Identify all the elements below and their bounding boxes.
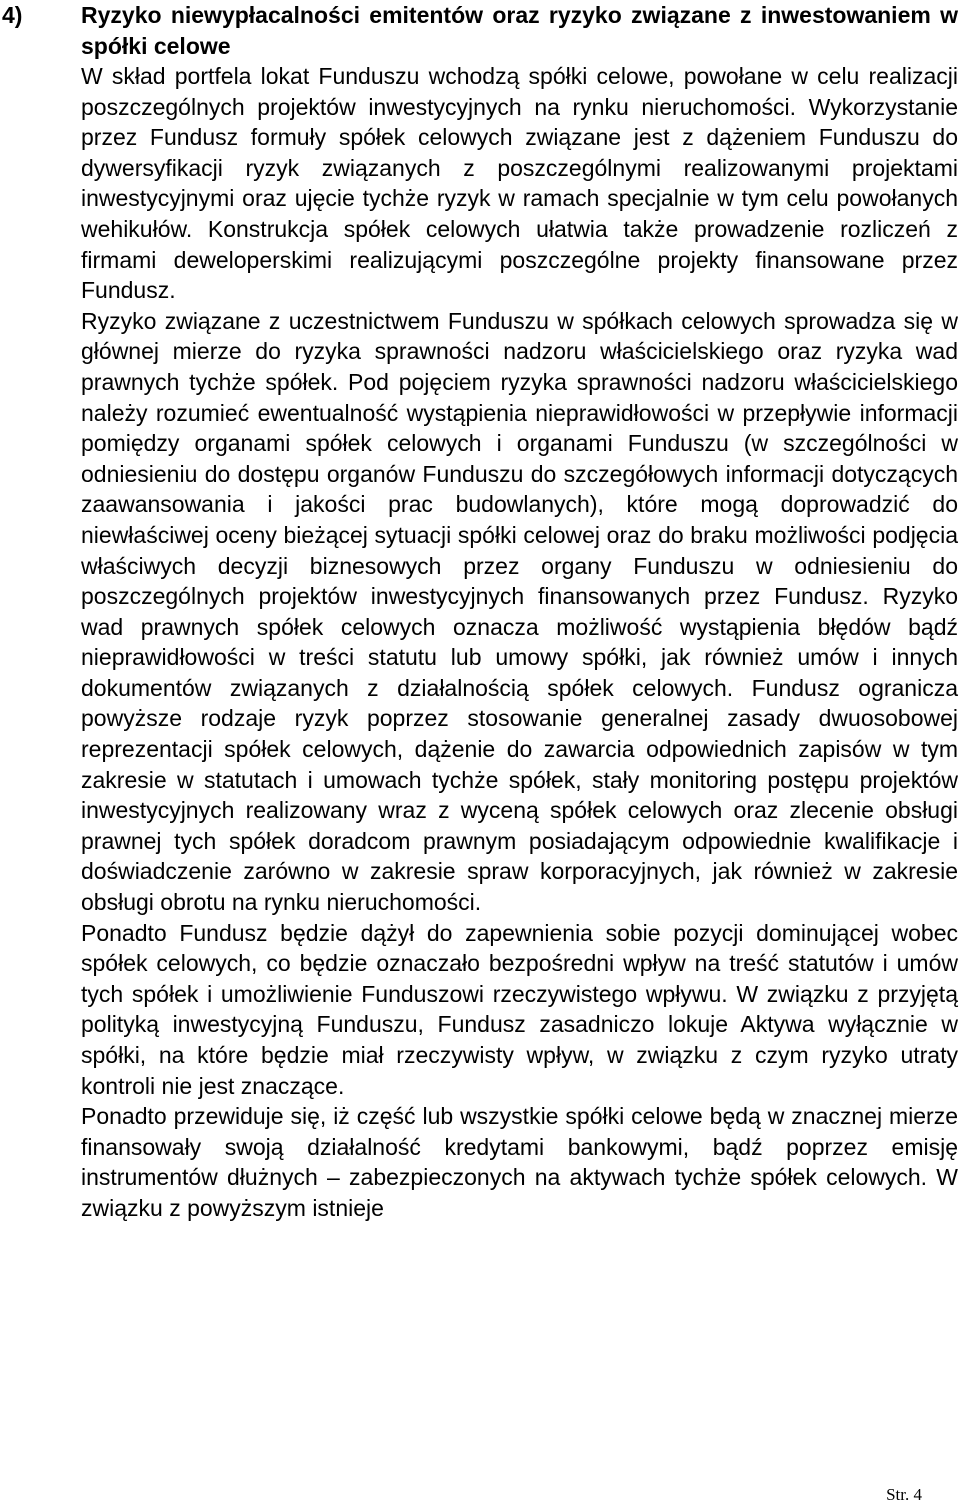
page-number: Str. 4 — [886, 1485, 922, 1504]
paragraph-3: Ponadto Fundusz będzie dążył do zapewnienia sobie pozycji dominującej wobec spółek celowych, co będzie oznaczało bezpośredni wpływ na treść statutów i umów tych spółek i umożliwienie Funduszowi rzeczywistego wpływu. W związku z przyjętą polityką inwestycyjną Funduszu, Fundusz zasadniczo lokuje Aktywa wyłącznie w spółki, na które będzie miał rzeczywisty wpływ, w związku z czym ryzyko utraty kontroli nie jest znaczące. — [81, 919, 958, 1099]
section-heading: Ryzyko niewypłacalności emitentów oraz ryzyko związane z inwestowaniem w spółki celowe — [81, 2, 958, 59]
paragraph-1: W skład portfela lokat Funduszu wchodzą spółki celowe, powołane w celu realizacji poszczególnych projektów inwestycyjnych na rynku nieruchomości. Wykorzystanie przez Fundusz formuły spółek celowych związane jest z dążeniem Funduszu do dywersyfikacji ryzyk związanych z poszczególnymi realizowanymi projektami inwestycyjnymi oraz ujęcie tychże ryzyk w ramach specjalnie w tym celu powołanych wehikułów. Konstrukcja spółek celowych ułatwia także prowadzenie rozliczeń z firmami deweloperskimi realizującymi poszczególne projekty finansowane przez Fundusz. — [81, 63, 958, 304]
paragraph-4: Ponadto przewiduje się, iż część lub wszystkie spółki celowe będą w znacznej mierze finansowały swoją działalność kredytami bankowymi, bądź poprzez emisję instrumentów dłużnych – zabezpieczonych na aktywach tychże spółek celowych. W związku z powyższym istnieje — [81, 1103, 958, 1221]
paragraph-2: Ryzyko związane z uczestnictwem Funduszu w spółkach celowych sprowadza się w głównej mierze do ryzyka sprawności nadzoru właścicielskiego oraz ryzyka wad prawnych tychże spółek. Pod pojęciem ryzyka sprawności nadzoru właścicielskiego należy rozumieć ewentualność wystąpienia nieprawidłowości w przepływie informacji pomiędzy organami spółek celowych i organami Funduszu (w szczególności w odniesieniu do dostępu organów Funduszu do szczegółowych informacji dotyczących zaawansowania i jakości prac budowlanych), które mogą doprowadzić do niewłaściwej oceny bieżącej sytuacji spółki celowej oraz do braku możliwości podjęcia właściwych decyzji biznesowych przez organy Funduszu w odniesieniu do poszczególnych projektów inwestycyjnych finansowanych przez Fundusz. Ryzyko wad prawnych spółek celowych oznacza możliwość wystąpienia błędów bądź nieprawidłowości w treści statutu lub umowy spółki, jak również umów i innych dokumentów związanych z działalnością spółek celowych. Fundusz ogranicza powyższe rodzaje ryzyk poprzez stosowanie generalnej zasady dwuosobowej reprezentacji spółek celowych, dążenie do zawarcia odpowiednich zapisów w tym zakresie w statutach i umowach tychże spółek, stały monitoring postępu projektów inwestycyjnych realizowany wraz z wyceną spółek celowych oraz zlecenie obsługi prawnej tych spółek doradcom prawnym posiadającym odpowiednie kwalifikacje i doświadczenie zarówno w zakresie spraw korporacyjnych, jak również w zakresie obsługi obrotu na rynku nieruchomości. — [81, 307, 958, 916]
document-body — [81, 0, 958, 1224]
section-number: 4) — [2, 2, 23, 28]
